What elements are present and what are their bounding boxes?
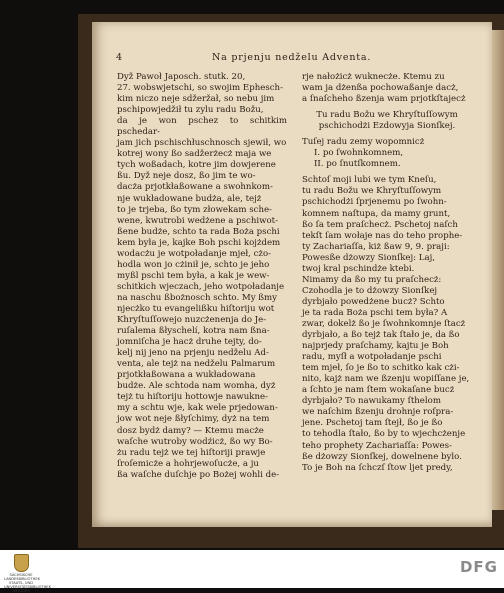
text-line: ruſalema ßłyschelí, kotra nam ßna- <box>117 326 270 337</box>
text-line: Dyž Pawoł Japosch. stutk. 20, <box>117 72 246 82</box>
text-line: schitkich wjeczach, jeho wotpoładanje <box>117 281 285 292</box>
text-line: dyrbjało powedżene bucż? Schto <box>302 296 445 307</box>
text-line: tu radu Božu we Khryſtuſſowym <box>302 186 442 197</box>
text-line: dyrbjało? To nawukamy ſthelom <box>302 396 441 407</box>
text-line: tem mjeł, ſo je ßo to schitko kak cżi- <box>302 363 460 374</box>
text-line: venta, ale tejż na nedželu Palmarum <box>117 359 276 370</box>
text-line: jene. Pschetoj tam ſtejł, ßo je ßo <box>302 418 443 429</box>
text-line: wene, kwutrobi wedżene a pschiwot- <box>117 215 278 226</box>
text-line: dosz bydż damy? — Ktemu macże <box>117 425 264 436</box>
text-line: teho prophety Zachariaſſa: Powes- <box>302 440 452 451</box>
text-line: ßene budże, schto ta rada Boża pschi <box>117 226 280 237</box>
footer-bar <box>0 550 504 593</box>
text-line: ße dżowzy Sionſkej, dowelnene bylo. <box>302 451 462 462</box>
text-line: pschichodżi ſprjenemu po ſwohn- <box>302 197 447 208</box>
text-line: na naschu ßbożnosch schto. My ßmy <box>117 292 278 303</box>
library-logo-text: SÄCHSISCHE LANDESBIBLIOTHEK STAATS- UND UNIVERSITÄTSBIBLIOTHEK DRESDEN <box>4 573 51 593</box>
library-crest-icon <box>14 554 29 572</box>
text-line: rje nałożicż wuknecże. Ktemu zu <box>302 72 445 82</box>
division-item: II. po ſnutſkomnem. <box>314 159 401 170</box>
text-line: To je Boh na ſchczſ ſtow ljet predy, <box>302 462 453 473</box>
text-line: wodacżu je wotpoładanje mjeł, cżo- <box>117 248 272 259</box>
division-intro: Tuſej radu zemy wopomnicż <box>302 137 425 148</box>
text-line: twoj kral pschindże ktebi. <box>302 263 415 274</box>
text-line: radu, myſł a wotpoładanje pschi <box>302 352 442 363</box>
text-line: pschipowjedžił tu zylu radu Božu, <box>117 105 264 116</box>
text-line: jomniſcha je hacż druhe tejty, do- <box>117 337 262 348</box>
text-line: najprjedy praſchamy, kajtu je Boh <box>302 341 449 352</box>
text-line: prjotkłaßowana a wukładowana <box>117 370 256 381</box>
page-header <box>92 52 492 66</box>
text-line: ſroſemicże a hohrjewoſucże, a ju <box>117 458 259 469</box>
text-line: a ſnaſcheho ßzenja wam prjotkſtajecż <box>302 94 466 105</box>
text-line: Powesße dżowzy Sionſkej: Laj, <box>302 252 436 263</box>
text-line: tych woßadach, kotre jim dowjerene <box>117 160 276 171</box>
text-line: kim niczo neje sdžeržał, so nebu jim <box>117 94 275 105</box>
text-line: da je won pschez to schitkim pschedar- <box>117 116 287 138</box>
text-line: komnem naſtupa, da mamy grunt, <box>302 208 451 219</box>
text-line: jow wot neje ßłyſchimy, dyż na tem <box>117 414 270 425</box>
text-line: dyrbjało, a ßo tejż tak ſtało je, da ßo <box>302 330 460 341</box>
text-line: a ſchto je nam ſtem wokaſane bucż <box>302 385 455 396</box>
left-column <box>117 72 287 481</box>
text-line: my a schtu wje, kak wele prjedowan- <box>117 403 278 414</box>
text-line: nje wukładowane budża, ale, tejż <box>117 193 262 204</box>
text-line: kelj nij jeno na prjenju nedželu Ad- <box>117 348 269 359</box>
text-line: kotrej wony ßo sadžerżecż maja we <box>117 149 272 160</box>
book-page <box>92 22 492 527</box>
text-line: waſche wutroby wodźicż, ßo wy Bo- <box>117 436 273 447</box>
page-edge <box>492 30 504 510</box>
division-item: I. po ſwohnkomnem, <box>314 148 404 159</box>
text-line: to tehodla ſtało, ßo by to wjechcżenje <box>302 429 466 440</box>
right-column <box>302 72 472 474</box>
text-line: tekſt ſam wołaje nas do teho prophe- <box>302 230 463 241</box>
text-line: dacża prjotkłaßowane a swohnkom- <box>117 182 273 193</box>
running-head: Na prjenju nedželu Adventa. <box>212 52 372 63</box>
text-line: hodla won jo cżinił je, schto je jeho <box>117 259 270 270</box>
text-line: jam jich pschischłuschnosch sjewił, wo <box>117 138 287 149</box>
text-line: nito, kajż nam we ßzenju wopiſſane je, <box>302 374 470 385</box>
text-line: myßl pschi tem była, a kak je wew- <box>117 270 270 281</box>
text-line: Schtoſ moji lubi we tym Kneſu, <box>302 175 437 186</box>
dfg-logo[interactable]: DFG <box>459 558 498 576</box>
text-line: budże. Ale schtoda nam womha, dyż <box>117 381 276 392</box>
text-line: kem była je, kajke Boh pschi kojżdem <box>117 237 281 248</box>
text-line: tejż tu hiſtoriju hottowje nawukne- <box>117 392 268 403</box>
text-line: ßa waſche duſchje po Bożej wohli de- <box>117 469 280 480</box>
library-logo[interactable] <box>4 552 51 593</box>
text-line: żu radu tejż we tej hiſtoriji prawje <box>117 447 266 458</box>
text-line: ty Zachariaſſa, kiż ßaw 9, 9. praji: <box>302 241 450 252</box>
text-line: Czohodla je to dżowzy Sionſkej <box>302 285 438 296</box>
text-line: we naſchim ßzenju drohnje roſpra- <box>302 407 454 418</box>
page-number: 4 <box>116 52 123 63</box>
text-line: njecżko tu evangelißku hiſtoriju wot <box>117 303 275 314</box>
sermon-theme-line: pschichodżi Ezdowyja Sionſkej. <box>318 121 456 132</box>
text-line: wam ja dżenßa pochowaßanje dacż, <box>302 83 459 94</box>
text-line: to je trjeba, ßo tym złowekam sche- <box>117 204 272 215</box>
sermon-theme-line: Tu radu Božu we Khryſtuſſowym <box>316 110 458 121</box>
text-line: zwar, dokelż ßo je ſwohnkomnje ſtacż <box>302 318 466 329</box>
text-line: Nimamy da ßo my tu praſchecż: <box>302 274 442 285</box>
text-line: ßu. Dyž neje dosz, ßo jim te wo- <box>117 171 256 182</box>
text-line: 27. wobswjetschi, so swojim Ephesch- <box>117 83 283 94</box>
text-line: ßo ſa tem praſchecż. Pschetoj naſch <box>302 219 458 230</box>
text-line: Khryſtuſſowejo nuzcżenenja do Je- <box>117 315 267 326</box>
text-line: je ta rada Boża pschi tem była? A <box>302 307 448 318</box>
